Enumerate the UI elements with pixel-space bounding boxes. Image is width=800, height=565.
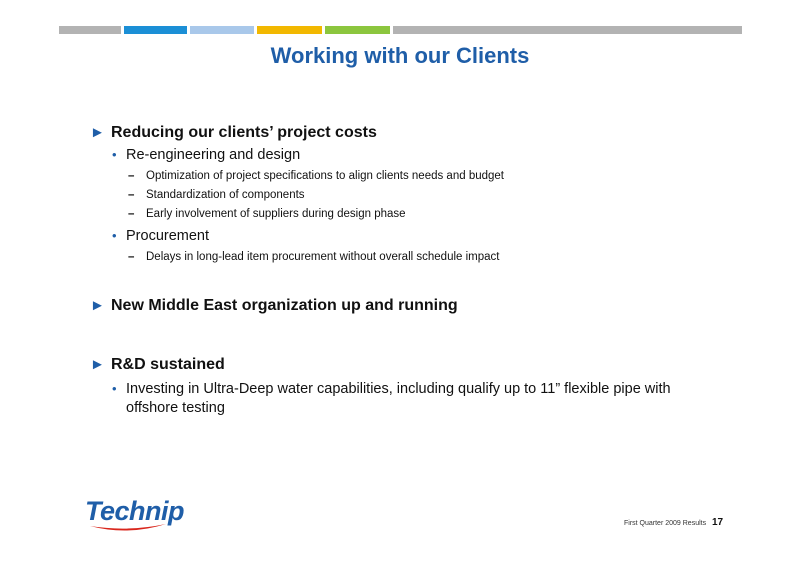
bullet-item (112, 145, 720, 165)
bullet-text: Investing in Ultra-Deep water capabilities, including qualify up to 11” flexible pipe with offshore testing (126, 381, 671, 416)
section-heading: Reducing our clients’ project costs (111, 124, 377, 141)
logo-text: Technip (85, 496, 185, 526)
section-heading-row (90, 356, 720, 374)
bullet-item (112, 226, 720, 246)
section (90, 356, 720, 418)
en-dash-icon: – (128, 208, 135, 220)
bullet-dot-icon: • (112, 381, 117, 396)
slide-title: Working with our Clients (270, 43, 530, 68)
sub-item (128, 248, 720, 267)
slide-content (90, 124, 720, 418)
sub-item (128, 186, 720, 205)
section-heading: New Middle East organization up and running (111, 297, 458, 314)
right-triangle-arrow-icon: ► (90, 356, 105, 373)
section (90, 297, 720, 315)
bullet-text: Re-engineering and design (126, 147, 301, 163)
color-bar-segment (257, 26, 322, 34)
page-number: 17 (712, 517, 724, 528)
section-heading: R&D sustained (111, 356, 225, 373)
footer-caption: First Quarter 2009 Results (624, 520, 707, 527)
bullet-item (112, 379, 720, 418)
color-bar-segment (124, 26, 187, 34)
color-bar-segment (325, 26, 390, 34)
right-triangle-arrow-icon: ► (90, 124, 105, 141)
logo-swoosh-icon (88, 520, 168, 536)
color-bar-segment (59, 26, 121, 34)
right-triangle-arrow-icon: ► (90, 297, 105, 314)
bullet-text: Procurement (126, 228, 210, 244)
sub-item (128, 167, 720, 186)
color-bar-segment (393, 26, 742, 34)
sub-item-text: Optimization of project specifications to align clients needs and budget (146, 170, 504, 182)
section (90, 124, 720, 267)
color-bar-segment (190, 26, 254, 34)
sub-item-text: Standardization of components (146, 189, 305, 201)
en-dash-icon: – (128, 170, 135, 182)
sub-item (128, 205, 720, 224)
en-dash-icon: – (128, 189, 135, 201)
en-dash-icon: – (128, 251, 135, 263)
sub-item-text: Early involvement of suppliers during design phase (146, 208, 406, 220)
sub-item-text: Delays in long-lead item procurement without overall schedule impact (146, 251, 500, 263)
section-heading-row (90, 124, 720, 142)
bullet-dot-icon: • (112, 228, 117, 243)
section-heading-row (90, 297, 720, 315)
top-color-bar (59, 26, 742, 34)
bullet-dot-icon: • (112, 147, 117, 162)
